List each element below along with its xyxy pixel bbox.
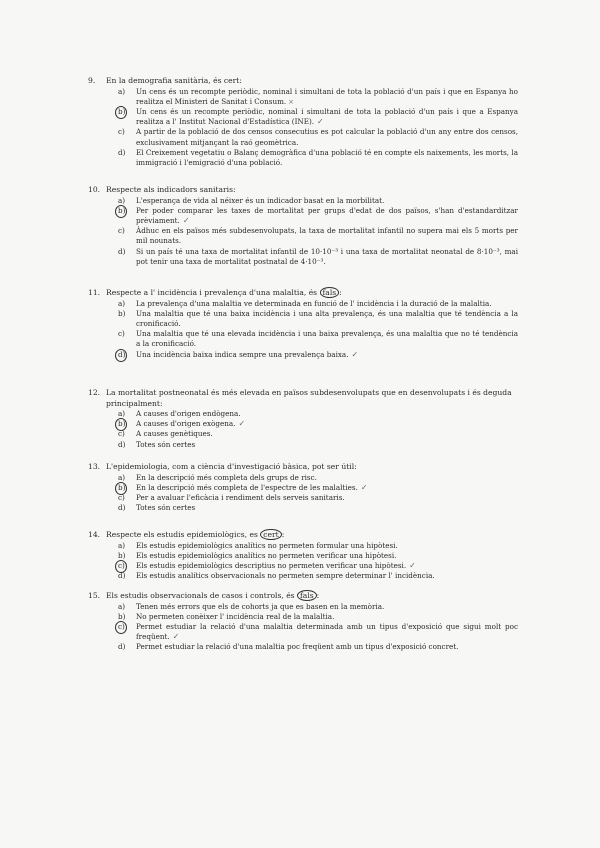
check-mark-icon: ✓	[360, 482, 368, 492]
option-letter: c)	[118, 226, 125, 236]
question-prompt	[0, 185, 600, 196]
option-letter: a)	[118, 601, 126, 611]
check-mark-icon: ✓	[172, 632, 180, 642]
answer-option[interactable]	[0, 541, 600, 551]
question-prompt	[0, 462, 600, 473]
question-text-end: :	[281, 530, 285, 539]
answer-option[interactable]	[0, 350, 600, 360]
option-text: Un cens és un recompte periòdic, nominal i simultani de tota la població d'un país i que a Espanya realitza a l' Institut Nacional d'Estadística (INE). ✓	[136, 106, 518, 127]
option-letter: d)	[118, 147, 126, 157]
answer-option[interactable]	[0, 107, 600, 127]
option-letter: c)	[118, 127, 125, 137]
option-text: Els estudis epidemiològics descriptius no permeten verificar una hipòtesi. ✓	[136, 560, 416, 570]
question-text-end: :	[239, 76, 242, 85]
option-text: Si un país té una taxa de mortalitat infantil de 10·10⁻³ i una taxa de mortalitat neonatal de 8·10⁻³, mai pot tenir una taxa de mortalitat postnatal de 4·10⁻³.	[136, 246, 518, 266]
check-mark-icon: ✓	[238, 419, 246, 429]
question-text	[106, 530, 530, 541]
question-text	[106, 462, 530, 473]
answer-option[interactable]	[0, 196, 600, 206]
selected-option-letter: c)	[118, 561, 136, 571]
option-letter: a)	[118, 195, 126, 205]
question-14	[0, 530, 600, 581]
circled-keyword: fals	[297, 590, 317, 601]
option-letter: a)	[118, 472, 126, 482]
option-letter: d)	[118, 246, 126, 256]
question-text-main: L'epidemiologia, com a ciència d'investigació bàsica, pot ser útil	[106, 462, 355, 471]
selected-option-letter: c)	[118, 622, 136, 642]
question-text	[106, 388, 530, 409]
option-letter: b)	[118, 550, 126, 560]
check-mark-icon: ✓	[351, 349, 359, 359]
check-mark-icon: ✓	[182, 215, 190, 225]
question-13	[0, 462, 600, 513]
question-prompt	[0, 288, 600, 299]
selected-option-letter: b)	[118, 206, 136, 226]
option-text: La prevalença d'una malaltia ve determinada en funció de l' incidència i la duració de la malaltia.	[136, 298, 492, 308]
question-15	[0, 591, 600, 653]
question-9	[0, 76, 600, 168]
option-text: Una incidència baixa indica sempre una prevalença baixa. ✓	[136, 349, 359, 359]
answer-option[interactable]	[0, 299, 600, 309]
option-text: Per poder comparar les taxes de mortalitat per grups d'edat de dos països, s'han d'estandarditzar prèviament. ✓	[136, 205, 518, 225]
question-text-end: :	[316, 591, 320, 600]
question-prompt	[0, 591, 600, 602]
option-text: No permeten conèixer l' incidència real de la malaltia.	[136, 611, 335, 621]
answer-option[interactable]	[0, 440, 600, 450]
option-letter: c)	[118, 329, 125, 339]
option-letter: a)	[118, 409, 126, 418]
question-number: 14.	[88, 530, 101, 539]
option-text: En la descripció més completa de l'espectre de les malalties. ✓	[136, 482, 368, 492]
question-text	[106, 185, 530, 196]
question-text-end: :	[232, 185, 236, 194]
answer-option[interactable]	[0, 409, 600, 419]
option-text: A partir de la població de dos censos consecutius es pot calcular la població d'un any entre dos censos, exclusivament mitjançant la raó geomètrica.	[136, 127, 518, 147]
answer-option[interactable]	[0, 561, 600, 571]
option-text: Una malaltia que té una elevada incidència i una baixa prevalença, és una malaltia que no té tendència a la cronificació.	[136, 329, 518, 349]
answer-option[interactable]	[0, 642, 600, 652]
question-text-end: :	[354, 462, 357, 471]
answer-option[interactable]	[0, 429, 600, 439]
answer-option[interactable]	[0, 329, 600, 349]
option-text: Els estudis epidemiològics analítics no permeten verificar una hipòtesi.	[136, 550, 397, 560]
option-letter: c)	[118, 492, 125, 502]
question-text-main: Respecte els estudis epidemiològics, es	[106, 530, 261, 539]
option-text: A causes d'origen endògena.	[136, 409, 241, 418]
option-letter: d)	[118, 571, 126, 581]
check-mark-icon: ✓	[409, 560, 416, 570]
question-text-end: :	[159, 398, 163, 408]
question-text	[106, 288, 530, 299]
answer-option[interactable]	[0, 309, 600, 329]
option-text: Totes són certes	[136, 439, 196, 449]
answer-option[interactable]	[0, 87, 600, 107]
answer-option[interactable]	[0, 247, 600, 267]
option-letter: c)	[118, 429, 125, 439]
question-number: 13.	[88, 462, 101, 471]
question-text-main: Respecte a l' incidència i prevalença d'una malaltia, és	[106, 288, 320, 297]
answer-option[interactable]	[0, 551, 600, 561]
question-text	[106, 76, 530, 87]
answer-option[interactable]	[0, 127, 600, 147]
option-text: En la descripció més completa dels grups de risc.	[136, 472, 317, 482]
circled-keyword: fals	[320, 287, 340, 298]
answer-option[interactable]	[0, 571, 600, 581]
question-text	[106, 591, 530, 602]
selected-option-letter: b)	[118, 483, 136, 493]
answer-option[interactable]	[0, 206, 600, 226]
option-text: Per a avaluar l'eficàcia i rendiment dels serveis sanitaris.	[136, 492, 345, 502]
option-text: Una malaltia que té una baixa incidència i una alta prevalença, és una malaltia que té tendència a la cronificació.	[136, 308, 518, 328]
option-letter: d)	[118, 642, 126, 652]
answer-option[interactable]	[0, 493, 600, 503]
question-10	[0, 185, 600, 267]
selected-option-letter: d)	[118, 350, 136, 360]
option-text: L'esperança de vida al néixer és un indicador basat en la morbilitat.	[136, 195, 385, 205]
cross-mark-icon: ×	[288, 97, 295, 106]
answer-option[interactable]	[0, 503, 600, 513]
circled-keyword: cert	[260, 529, 281, 540]
answer-option[interactable]	[0, 473, 600, 483]
option-letter: a)	[118, 540, 126, 550]
question-number: 10.	[88, 185, 101, 194]
option-letter: b)	[118, 611, 126, 621]
answer-option[interactable]	[0, 612, 600, 622]
question-12	[0, 388, 600, 450]
question-text-main: La mortalitat postneonatal és més elevada en països subdesenvolupats que en desenvolupats i és deguda principalment	[106, 388, 512, 408]
option-text: Àdhuc en els països més subdesenvolupats, la taxa de mortalitat infantil no supera mai els 5 morts per mil nounats.	[136, 226, 518, 246]
question-prompt	[0, 388, 600, 409]
question-number: 9.	[88, 76, 96, 85]
question-number: 11.	[88, 288, 101, 297]
option-text: A causes genètiques.	[136, 429, 213, 439]
option-letter: b)	[118, 308, 126, 318]
selected-option-letter: b)	[118, 107, 136, 127]
question-text-main: Els estudis observacionals de casos i controls, és	[106, 591, 297, 600]
answer-option[interactable]	[0, 622, 600, 642]
option-text: Els estudis analítics observacionals no permeten sempre determinar l' incidència.	[136, 571, 435, 581]
option-text: A causes d'origen exògena. ✓	[136, 419, 246, 429]
option-letter: d)	[118, 439, 126, 449]
answer-option[interactable]	[0, 483, 600, 493]
question-text-main: En la demografia sanitària, és cert	[106, 76, 240, 85]
option-text: Un cens és un recompte periòdic, nominal i simultani de tota la població d'un país i que en Espanya ho realitza el Ministeri de Sanitat i Consum. ×	[136, 86, 518, 106]
question-prompt	[0, 76, 600, 87]
question-11	[0, 288, 600, 360]
selected-option-letter: b)	[118, 419, 136, 429]
question-number: 15.	[88, 591, 101, 600]
question-prompt	[0, 530, 600, 541]
option-text: Totes són certes	[136, 503, 196, 513]
option-text: Permet estudiar la relació d'una malaltia determinada amb un tipus d'exposició que sigui molt poc freqüent. ✓	[136, 621, 518, 642]
option-text: Els estudis epidemiològics analítics no permeten formular una hipòtesi.	[136, 540, 398, 550]
option-text: Permet estudiar la relació d'una malaltia poc freqüent amb un tipus d'exposició concret.	[136, 642, 459, 652]
question-text-main: Respecte als indicadors sanitaris	[106, 185, 233, 194]
answer-option[interactable]	[0, 419, 600, 429]
option-letter: a)	[118, 298, 126, 308]
question-number: 12.	[88, 388, 101, 397]
option-letter: d)	[118, 503, 126, 513]
option-text: Tenen més errors que els de cohorts ja que es basen en la memòria.	[136, 601, 385, 611]
answer-option[interactable]	[0, 602, 600, 612]
option-text: El Creixement vegetatiu o Balanç demogràfica d'una població té en compte els naixements, les morts, la immigració i l'emigració d'una població.	[136, 147, 518, 167]
answer-option[interactable]	[0, 148, 600, 168]
answer-option[interactable]	[0, 226, 600, 246]
question-text-end: :	[339, 288, 342, 297]
option-letter: a)	[118, 86, 126, 96]
check-mark-icon: ✓	[317, 117, 324, 127]
